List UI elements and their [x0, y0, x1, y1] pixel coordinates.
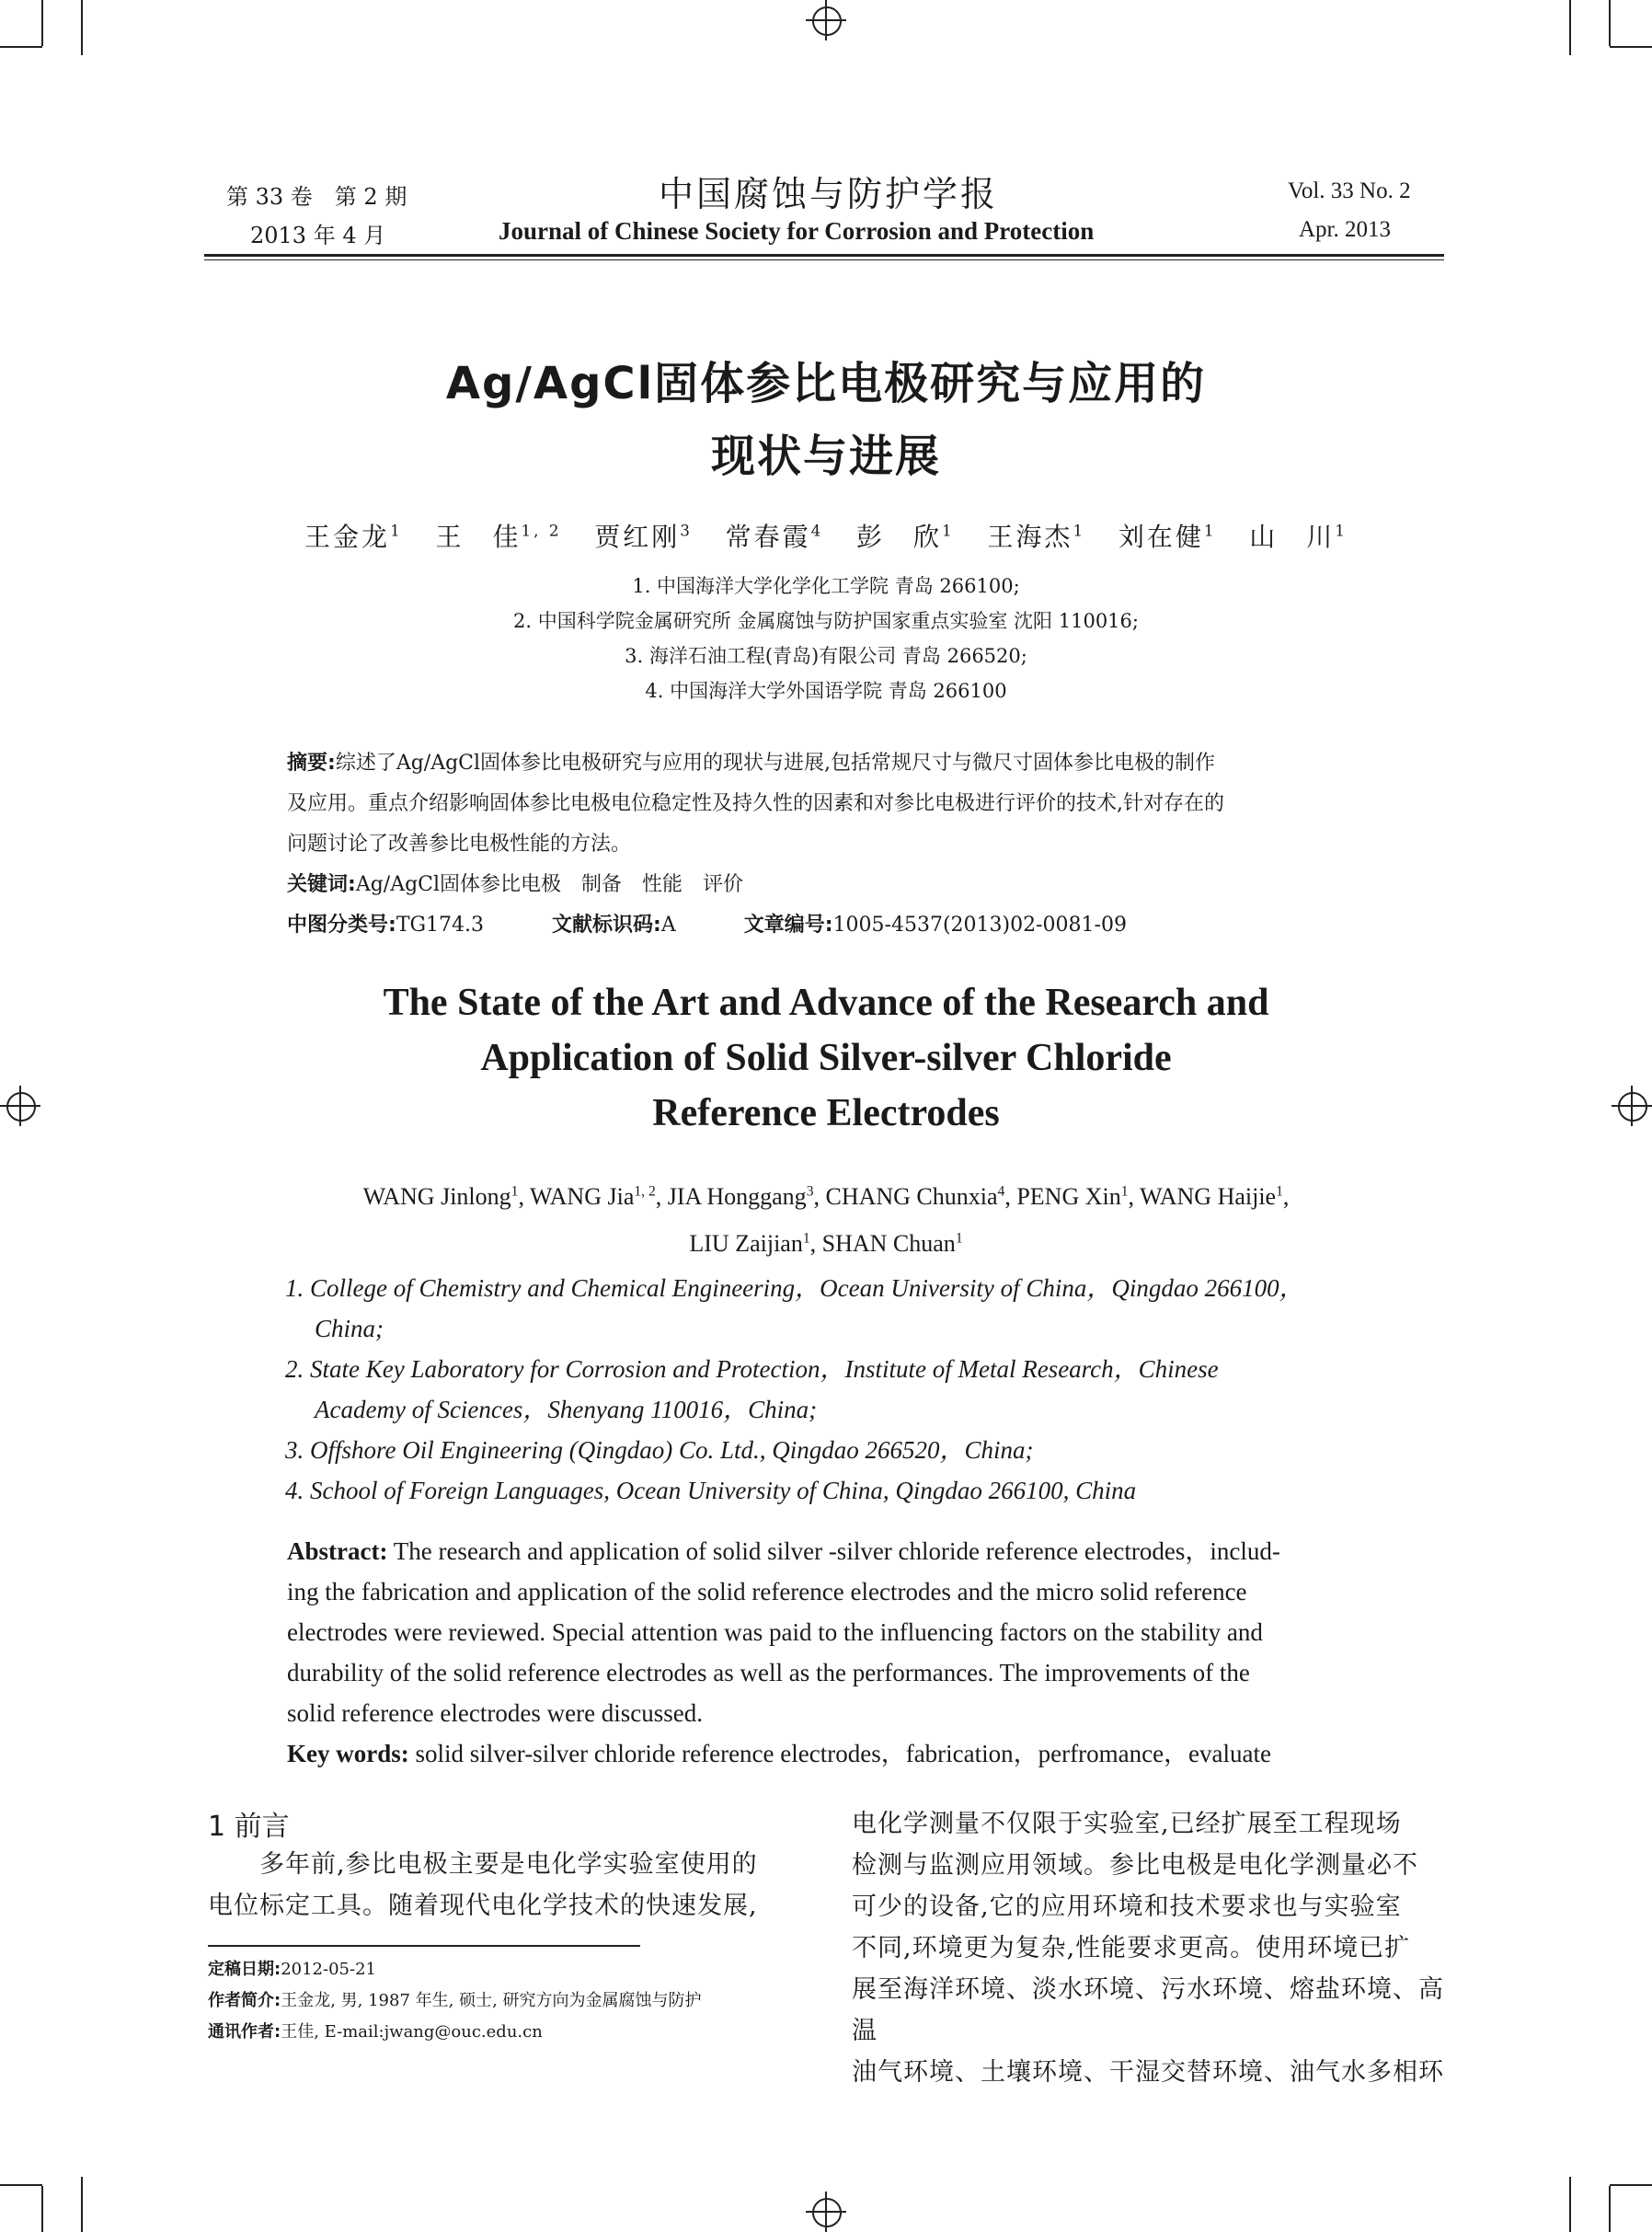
- author-en: PENG Xin$^1$,: [1016, 1182, 1141, 1210]
- volume-issue-en: Vol. 33 No. 2: [1288, 178, 1411, 203]
- keywords-en-label: Key words:: [287, 1740, 409, 1767]
- body-left-column: [208, 1844, 797, 1927]
- abstract-cn: [287, 743, 1372, 946]
- author-line-en: [0, 1170, 1652, 1218]
- crop-mark: [1569, 2177, 1571, 2232]
- affiliation-en: China;: [315, 1315, 384, 1342]
- keywords-cn-label: 关键词:: [287, 873, 356, 896]
- affiliations-en: [285, 1268, 1389, 1511]
- article-title-en: [0, 975, 1652, 1141]
- abstract-en-line: ing the fabrication and application of the solid reference electrodes and the micro solid reference: [287, 1578, 1247, 1605]
- body-line: 检测与监测应用领域。参比电极是电化学测量必不: [852, 1851, 1418, 1880]
- abstract-en-line: solid reference electrodes were discussed.: [287, 1699, 704, 1727]
- classification-line: [287, 905, 1372, 946]
- author-line-en: [0, 1218, 1652, 1266]
- body-right-column: [852, 1803, 1459, 2093]
- abstract-cn-line: 问题讨论了改善参比电极性能的方法。: [287, 833, 632, 856]
- author-cn: 王 佳$^{1, 2}$: [435, 521, 562, 552]
- author-cn: 王金龙$^1$: [304, 521, 403, 552]
- author-en: WANG Jinlong$^1$,: [362, 1182, 530, 1210]
- author-cn: 常春霞$^4$: [725, 521, 824, 552]
- crop-mark: [81, 0, 83, 55]
- author-en: JIA Honggang$^3$,: [667, 1182, 826, 1210]
- crop-mark: [1610, 2184, 1652, 2186]
- doc-code-label: 文献标识码:: [552, 914, 661, 937]
- keywords-cn: 关键词:Ag/AgCl固体参比电极 制备 性能 评价: [287, 873, 744, 896]
- date-cn: 2013 年 4 月: [250, 223, 386, 248]
- affiliation-en: Academy of Sciences，Shenyang 110016，China;: [315, 1396, 818, 1423]
- registration-mark-icon: [806, 2192, 846, 2232]
- affiliation-cn: 2. 中国科学院金属研究所 金属腐蚀与防护国家重点实验室 沈阳 110016;: [513, 610, 1139, 632]
- abstract-cn-line: 摘要:综述了Ag/AgCl固体参比电极研究与应用的现状与进展,包括常规尺寸与微尺寸固体参比电极的制作: [287, 752, 1216, 775]
- abstract-en-line: electrodes were reviewed. Special attention was paid to the influencing factors on the stability and: [287, 1618, 1263, 1646]
- abstract-cn-line: 及应用。重点介绍影响固体参比电极电位稳定性及持久性的因素和对参比电极进行评价的技术,针对存在的: [287, 792, 1224, 815]
- volume-issue-cn: 第 33 卷 第 2 期: [226, 184, 407, 210]
- body-line: 可少的设备,它的应用环境和技术要求也与实验室: [852, 1893, 1402, 1921]
- abstract-en: [287, 1531, 1367, 1774]
- section-heading: 1 前言: [208, 1811, 290, 1843]
- author-list-en: [0, 1170, 1652, 1265]
- journal-title-en: Journal of Chinese Society for Corrosion and Protection: [499, 217, 1095, 245]
- affiliation-cn: 3. 海洋石油工程(青岛)有限公司 青岛 266520;: [625, 645, 1027, 667]
- affiliation-en: 3. Offshore Oil Engineering (Qingdao) Co. Ltd., Qingdao 266520，China;: [285, 1436, 1034, 1464]
- abstract-en-label: Abstract:: [287, 1537, 388, 1565]
- registration-mark-icon: [806, 0, 846, 40]
- crop-mark: [0, 46, 42, 48]
- body-line: 展至海洋环境、淡水环境、污水环境、熔盐环境、高温: [852, 1975, 1444, 2045]
- crop-mark: [41, 2186, 43, 2232]
- article-no-value: 1005-4537(2013)02-0081-09: [832, 914, 1127, 937]
- author-en: WANG Haijie$^1$,: [1140, 1182, 1290, 1210]
- affiliations-cn: [0, 569, 1652, 708]
- author-cn: 王海杰$^1$: [987, 521, 1086, 552]
- affiliation-en: 1. College of Chemistry and Chemical Engineering，Ocean University of China，Qingdao 266100，: [285, 1274, 1304, 1302]
- abstract-en-line: durability of the solid reference electrodes as well as the performances. The improvements of the: [287, 1659, 1250, 1686]
- article-title-en-line: Reference Electrodes: [652, 1092, 1000, 1134]
- crop-mark: [41, 0, 43, 46]
- author-cn: 彭 欣$^1$: [856, 521, 955, 552]
- footnotes: [208, 1954, 806, 2048]
- header-rule: [204, 259, 1444, 260]
- crop-mark: [81, 2177, 83, 2232]
- footnote-received: 定稿日期:2012-05-21: [208, 1960, 376, 1979]
- author-en: SHAN Chuan$^1$: [821, 1230, 963, 1258]
- article-title-cn: [0, 348, 1652, 484]
- affiliation-en: 2. State Key Laboratory for Corrosion and Protection，Institute of Metal Research，Chinese: [285, 1355, 1219, 1383]
- affiliation-cn: 1. 中国海洋大学化学化工学院 青岛 266100;: [632, 575, 1020, 597]
- affiliation-cn: 4. 中国海洋大学外国语学院 青岛 266100: [645, 680, 1007, 702]
- article-no-label: 文章编号:: [743, 914, 833, 937]
- article-title-en-line: Application of Solid Silver-silver Chloride: [480, 1037, 1172, 1079]
- crop-mark: [1610, 46, 1652, 48]
- author-cn: 山 川$^1$: [1249, 521, 1348, 552]
- author-en: LIU Zaijian$^1$,: [689, 1230, 822, 1258]
- journal-title-cn: 中国腐蚀与防护学报: [659, 174, 999, 214]
- author-en: WANG Jia$^{1, 2}$,: [529, 1182, 668, 1210]
- body-line: 电位标定工具。随着现代电化学技术的快速发展,: [208, 1892, 758, 1920]
- body-line: 不同,环境更为复杂,性能要求更高。使用环境已扩: [852, 1934, 1411, 1962]
- clc-value: TG174.3: [396, 914, 485, 937]
- clc-label: 中图分类号:: [287, 914, 396, 937]
- header-rule: [204, 254, 1444, 257]
- abstract-en-line: Abstract: The research and application of solid silver -silver chloride reference electrodes，includ-: [287, 1537, 1280, 1565]
- date-en: Apr. 2013: [1299, 217, 1391, 242]
- body-line: 电化学测量不仅限于实验室,已经扩展至工程现场: [852, 1810, 1402, 1838]
- footnote-contact: 通讯作者:王佳, E-mail:jwang@ouc.edu.cn: [208, 2022, 543, 2042]
- author-list-cn: [0, 517, 1652, 554]
- affiliation-en: 4. School of Foreign Languages, Ocean University of China, Qingdao 266100, China: [285, 1477, 1137, 1504]
- crop-mark: [1609, 0, 1611, 46]
- doc-code-value: A: [660, 914, 676, 937]
- crop-mark: [1569, 0, 1571, 55]
- keywords-en: Key words: solid silver-silver chloride reference electrodes，fabrication，perfromance，evaluate: [287, 1740, 1271, 1767]
- article-title-en-line: The State of the Art and Advance of the Research and: [383, 982, 1269, 1024]
- crop-mark: [0, 2184, 42, 2186]
- author-cn: 刘在健$^1$: [1118, 521, 1217, 552]
- footnote-bio: 作者简介:王金龙, 男, 1987 年生, 硕士, 研究方向为金属腐蚀与防护: [208, 1991, 702, 2010]
- body-line: 多年前,参比电极主要是电化学实验室使用的: [259, 1850, 758, 1879]
- author-cn: 贾红刚$^3$: [594, 521, 693, 552]
- crop-mark: [1609, 2186, 1611, 2232]
- footnote-rule: [208, 1945, 640, 1947]
- body-line: 油气环境、土壤环境、干湿交替环境、油气水多相环: [852, 2058, 1444, 2087]
- article-title-cn-line: 现状与进展: [710, 431, 941, 482]
- author-en: CHANG Chunxia$^4$,: [825, 1182, 1017, 1210]
- article-title-cn-line: Ag/AgCl固体参比电极研究与应用的: [445, 358, 1207, 409]
- abstract-cn-label: 摘要:: [287, 752, 336, 775]
